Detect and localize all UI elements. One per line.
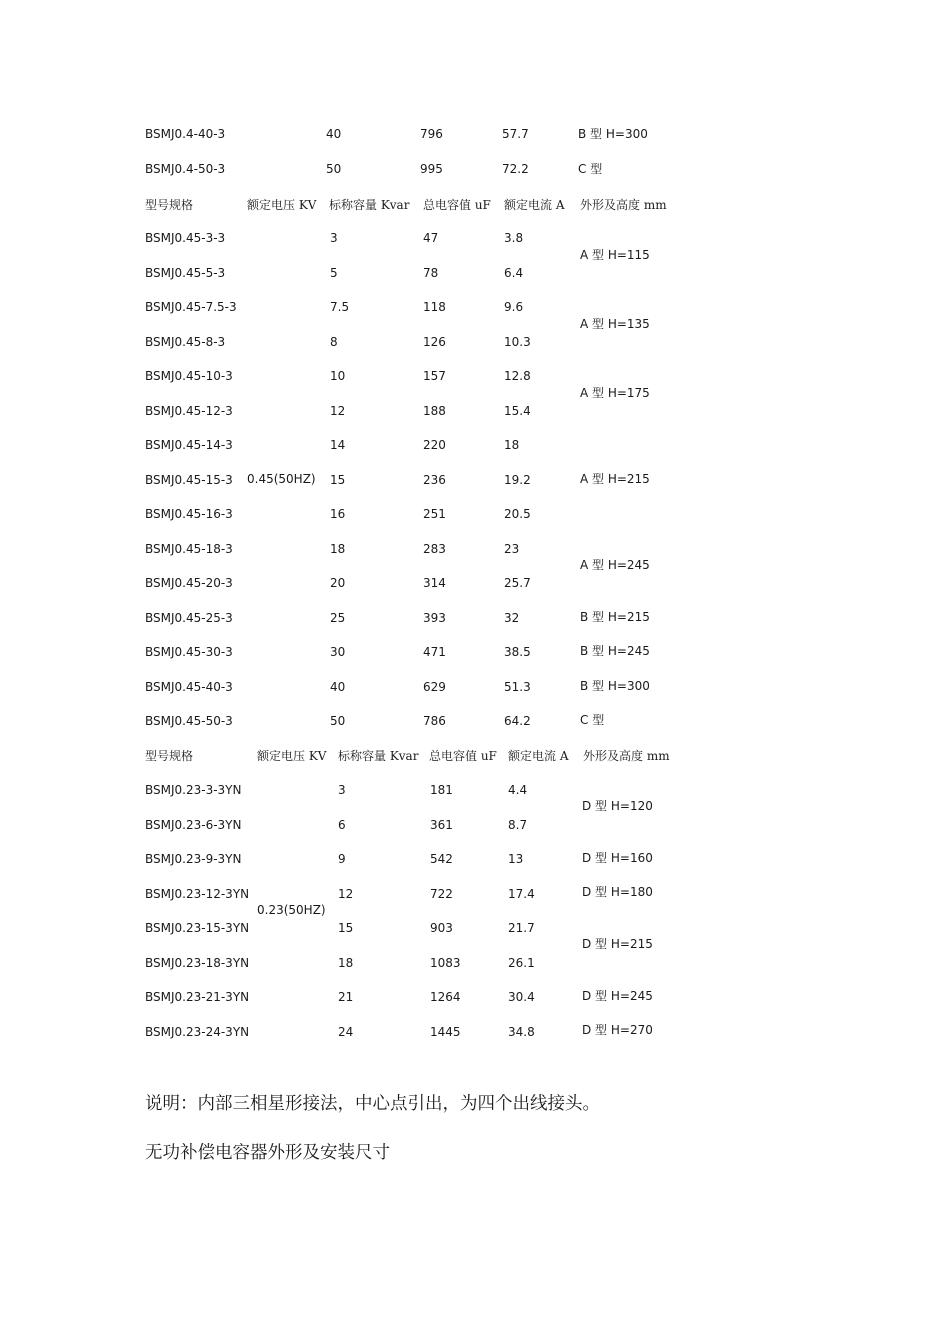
shape-cell: A 型 H=115: [580, 248, 650, 262]
table-cell-kvar: 15: [338, 921, 354, 935]
table-cell-uf: 220: [423, 438, 446, 452]
table-cell-shape: B 型 H=300: [578, 127, 648, 141]
table-cell-current: 25.7: [504, 576, 531, 590]
table-cell-model: BSMJ0.45-8-3: [145, 334, 226, 349]
table-cell-model: BSMJ0.4-50-3: [145, 162, 226, 176]
table-cell-model: BSMJ0.23-24-3YN: [145, 1024, 250, 1039]
table-cell-kvar: 9: [338, 852, 346, 866]
table-cell-kvar: 14: [330, 438, 346, 452]
table-cell-current: 23: [504, 541, 520, 556]
table-cell-kvar: 12: [338, 886, 354, 901]
table-cell-model: BSMJ0.45-7.5-3: [145, 300, 237, 314]
table-cell-shape: C 型: [578, 162, 603, 176]
table-cell-current: 10.3: [504, 334, 531, 349]
table-cell-uf: 786: [423, 714, 446, 728]
table-cell-current: 51.3: [504, 679, 531, 694]
table-cell-uf: 157: [423, 369, 446, 383]
table-cell-model: BSMJ0.4-40-3: [145, 127, 226, 141]
table-cell-kvar: 15: [330, 472, 346, 487]
table-cell-current: 38.5: [504, 645, 531, 659]
table-cell-uf: 236: [423, 472, 446, 487]
table-cell-current: 34.8: [508, 1024, 535, 1039]
table-cell-model: BSMJ0.45-5-3: [145, 265, 226, 280]
shape-cell: A 型 H=245: [580, 558, 650, 572]
table-cell-kvar: 40: [330, 679, 346, 694]
table-cell-model: BSMJ0.45-3-3: [145, 231, 226, 245]
table-cell-model: BSMJ0.45-10-3: [145, 369, 233, 383]
voltage-cell: 0.23(50HZ): [257, 903, 326, 917]
table-cell-kvar: 40: [326, 127, 342, 141]
table-cell-uf: 471: [423, 645, 446, 659]
table-cell-uf: 47: [423, 231, 439, 245]
table-cell-current: 72.2: [502, 162, 529, 176]
table-cell-kvar: 12: [330, 403, 346, 418]
header-current: 额定电流 A: [504, 198, 565, 212]
table-cell-uf: 283: [423, 541, 446, 556]
table-cell-model: BSMJ0.23-15-3YN: [145, 921, 250, 935]
table-cell-kvar: 6: [338, 817, 346, 832]
table-cell-uf: 1445: [430, 1024, 461, 1039]
table-cell-uf: 542: [430, 852, 453, 866]
table-cell-current: 19.2: [504, 472, 531, 487]
shape-cell: B 型 H=245: [580, 644, 650, 658]
shape-cell: C 型: [580, 713, 605, 727]
table-cell-kvar: 50: [330, 714, 346, 728]
table-cell-current: 18: [504, 438, 520, 452]
shape-cell: A 型 H=215: [580, 472, 650, 486]
table-cell-uf: 1264: [430, 990, 461, 1004]
table-cell-uf: 118: [423, 300, 446, 314]
table-cell-kvar: 10: [330, 369, 346, 383]
shape-cell: D 型 H=270: [582, 1023, 653, 1037]
table-cell-kvar: 25: [330, 610, 346, 625]
table-cell-uf: 188: [423, 403, 446, 418]
table-cell-model: BSMJ0.45-15-3: [145, 472, 233, 487]
table-cell-current: 57.7: [502, 127, 529, 141]
table-cell-current: 32: [504, 610, 520, 625]
header-capacity: 标称容量 Kvar: [329, 198, 410, 212]
table-cell-kvar: 30: [330, 645, 346, 659]
table-cell-model: BSMJ0.23-9-3YN: [145, 852, 242, 866]
header-model: 型号规格: [145, 749, 194, 763]
table-cell-current: 6.4: [504, 265, 524, 280]
shape-cell: D 型 H=160: [582, 851, 653, 865]
table-cell-model: BSMJ0.45-16-3: [145, 507, 233, 521]
table-cell-current: 20.5: [504, 507, 531, 521]
shape-cell: A 型 H=175: [580, 386, 650, 400]
table-cell-kvar: 5: [330, 265, 338, 280]
table-cell-kvar: 18: [330, 541, 346, 556]
table-cell-model: BSMJ0.23-12-3YN: [145, 886, 250, 901]
table-cell-uf: 393: [423, 610, 446, 625]
header-shape: 外形及高度 mm: [580, 198, 667, 212]
header-voltage: 额定电压 KV: [257, 749, 327, 763]
shape-cell: D 型 H=180: [582, 885, 653, 899]
table-cell-uf: 251: [423, 507, 446, 521]
table-cell-current: 12.8: [504, 369, 531, 383]
table-cell-model: BSMJ0.45-40-3: [145, 679, 233, 694]
header-current: 额定电流 A: [508, 749, 569, 763]
table-cell-kvar: 21: [338, 990, 354, 1004]
table-cell-uf: 181: [430, 783, 453, 797]
table-cell-model: BSMJ0.45-18-3: [145, 541, 233, 556]
section-title: 无功补偿电容器外形及安装尺寸: [145, 1143, 390, 1163]
table-cell-kvar: 18: [338, 955, 354, 970]
header-voltage: 额定电压 KV: [247, 198, 317, 212]
table-cell-current: 15.4: [504, 403, 531, 418]
table-cell-model: BSMJ0.23-6-3YN: [145, 817, 242, 832]
table-cell-kvar: 50: [326, 162, 342, 176]
header-capacity: 标称容量 Kvar: [338, 749, 419, 763]
table-cell-kvar: 8: [330, 334, 338, 349]
table-cell-model: BSMJ0.45-25-3: [145, 610, 233, 625]
table-cell-kvar: 16: [330, 507, 346, 521]
shape-cell: A 型 H=135: [580, 317, 650, 331]
header-shape: 外形及高度 mm: [583, 749, 670, 763]
table-cell-uf: 722: [430, 886, 453, 901]
shape-cell: B 型 H=215: [580, 610, 650, 624]
table-cell-current: 4.4: [508, 783, 528, 797]
table-cell-model: BSMJ0.23-21-3YN: [145, 990, 250, 1004]
table-cell-kvar: 20: [330, 576, 346, 590]
table-cell-model: BSMJ0.23-18-3YN: [145, 955, 250, 970]
table-cell-current: 8.7: [508, 817, 528, 832]
table-cell-model: BSMJ0.45-50-3: [145, 714, 233, 728]
table-cell-kvar: 24: [338, 1024, 354, 1039]
header-capacitance: 总电容值 uF: [423, 198, 491, 212]
table-cell-current: 64.2: [504, 714, 531, 728]
table-cell-kvar: 7.5: [330, 300, 350, 314]
table-cell-current: 17.4: [508, 886, 535, 901]
table-cell-uf: 1083: [430, 955, 461, 970]
table-cell-current: 26.1: [508, 955, 535, 970]
table-cell-uf: 126: [423, 334, 446, 349]
shape-cell: D 型 H=120: [582, 799, 653, 813]
table-cell-model: BSMJ0.45-30-3: [145, 645, 233, 659]
shape-cell: D 型 H=215: [582, 937, 653, 951]
table-cell-current: 30.4: [508, 990, 535, 1004]
table-cell-uf: 314: [423, 576, 446, 590]
header-capacitance: 总电容值 uF: [429, 749, 497, 763]
table-cell-uf: 361: [430, 817, 453, 832]
table-cell-current: 9.6: [504, 300, 524, 314]
shape-cell: B 型 H=300: [580, 679, 650, 693]
table-cell-model: BSMJ0.23-3-3YN: [145, 783, 242, 797]
table-cell-kvar: 3: [338, 783, 346, 797]
table-cell-current: 21.7: [508, 921, 535, 935]
table-cell-kvar: 3: [330, 231, 338, 245]
table-cell-uf: 796: [420, 127, 443, 141]
voltage-cell: 0.45(50HZ): [247, 472, 316, 486]
table-cell-model: BSMJ0.45-12-3: [145, 403, 233, 418]
table-cell-uf: 903: [430, 921, 453, 935]
table-cell-model: BSMJ0.45-14-3: [145, 438, 233, 452]
table-cell-uf: 629: [423, 679, 446, 694]
header-model: 型号规格: [145, 198, 194, 212]
table-cell-current: 13: [508, 852, 524, 866]
table-cell-uf: 78: [423, 265, 439, 280]
shape-cell: D 型 H=245: [582, 989, 653, 1003]
note-paragraph: 说明：内部三相星形接法，中心点引出，为四个出线接头。: [145, 1094, 600, 1114]
table-cell-model: BSMJ0.45-20-3: [145, 576, 233, 590]
table-cell-current: 3.8: [504, 231, 524, 245]
table-cell-uf: 995: [420, 162, 443, 176]
